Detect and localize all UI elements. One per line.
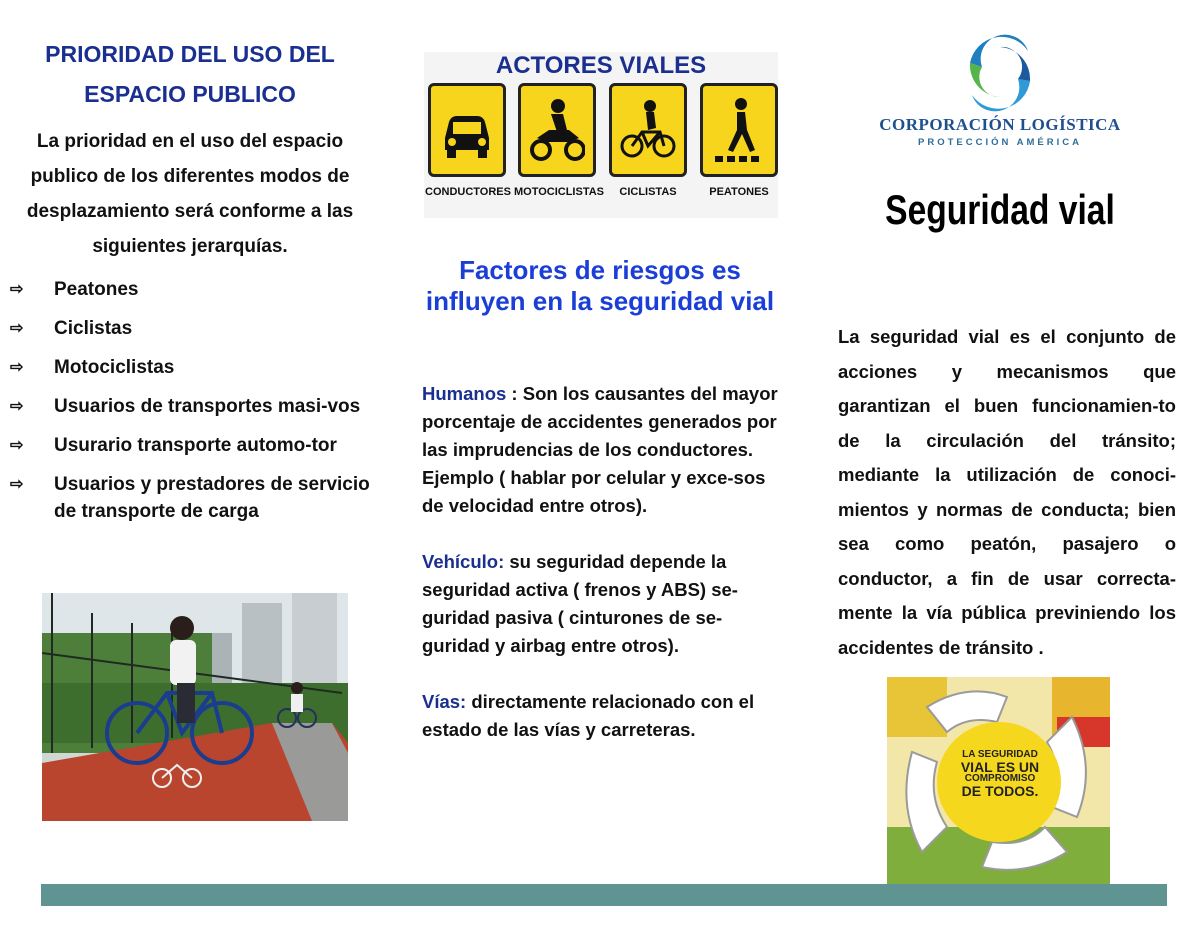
arrow-icon: ⇨ <box>10 398 24 415</box>
list-item: ⇨ Motociclistas <box>10 354 370 381</box>
arrow-icon: ⇨ <box>10 281 24 298</box>
arrow-icon: ⇨ <box>10 320 24 337</box>
actor-label-motociclistas: MOTOCICLISTAS <box>513 186 605 198</box>
risk-factors-body <box>422 380 778 772</box>
actor-label-conductores: CONDUCTORES <box>425 186 511 198</box>
list-item: ⇨ Usuarios de transportes masi-vos <box>10 393 370 420</box>
road-safety-body: La seguridad vial es el conjunto de acciones y mecanismos que garantizan el buen funcionamien-to de la circulación del tránsito; mediante la utilización de conoci-mientos y normas de conducta; bien sea como peatón, pasajero o conductor, a fin de usar correcta-mente la vía pública previniendo los accidentes de tránsito . <box>838 326 1176 658</box>
vehiculo-paragraph: Vehículo: su seguridad depende la seguridad activa ( frenos y ABS) se-guridad pasiva ( cinturones de se-guridad y airbag entre otros). <box>422 551 738 656</box>
cyclists-photo <box>42 593 348 821</box>
company-logo <box>870 25 1130 155</box>
humanos-paragraph: Humanos : Son los causantes del mayor porcentaje de accidentes generados por las imprudencias de los conductores. Ejemplo ( hablar por celular y exce-sos de velocidad entre otros). <box>422 383 778 516</box>
priority-intro: La prioridad en el uso del espacio publico de los diferentes modos de desplazamiento será conforme a las siguientes jerarquías. <box>26 131 354 257</box>
pedestrian-sign-icon <box>700 83 778 177</box>
bicycle-sign-icon <box>609 83 687 177</box>
motorcycle-sign-icon <box>518 83 596 177</box>
actors-title: ACTORES VIALES <box>495 52 707 79</box>
priority-title-line2: ESPACIO PUBLICO <box>84 81 296 107</box>
priority-list <box>10 276 370 537</box>
priority-title <box>0 34 380 114</box>
list-item: ⇨ Ciclistas <box>10 315 370 342</box>
poster-text: LA SEGURIDAD VIAL ES UN COMPROMISO DE TODOS. <box>960 749 1040 799</box>
actor-label-peatones: PEATONES <box>709 186 769 198</box>
list-item: ⇨ Usurario transporte automo-tor <box>10 432 370 459</box>
humanos-label: Humanos <box>422 383 507 404</box>
vias-paragraph: Vías: directamente relacionado con el estado de las vías y carreteras. <box>422 691 755 740</box>
company-logo-subtitle: PROTECCIÓN AMÉRICA <box>918 137 1082 148</box>
arrow-icon: ⇨ <box>10 476 24 493</box>
arrow-icon: ⇨ <box>10 437 24 454</box>
risk-factors-title: Factores de riesgos es influyen en la seguridad vial <box>425 255 775 316</box>
bottom-divider-bar <box>41 884 1167 906</box>
road-safety-title: Seguridad vial <box>885 186 1115 233</box>
arrow-icon: ⇨ <box>10 359 24 376</box>
vehiculo-label: Vehículo: <box>422 551 505 572</box>
list-item: ⇨ Peatones <box>10 276 370 303</box>
vias-label: Vías: <box>422 691 467 712</box>
actor-label-ciclistas: CICLISTAS <box>619 186 677 198</box>
car-sign-icon <box>428 83 506 177</box>
list-item: ⇨ Usuarios y prestadores de servicio de transporte de carga <box>10 471 370 525</box>
road-safety-poster <box>887 677 1110 884</box>
company-logo-name: CORPORACIÓN LOGÍSTICA <box>879 115 1121 134</box>
priority-title-line1: PRIORIDAD DEL USO DEL <box>45 41 335 67</box>
